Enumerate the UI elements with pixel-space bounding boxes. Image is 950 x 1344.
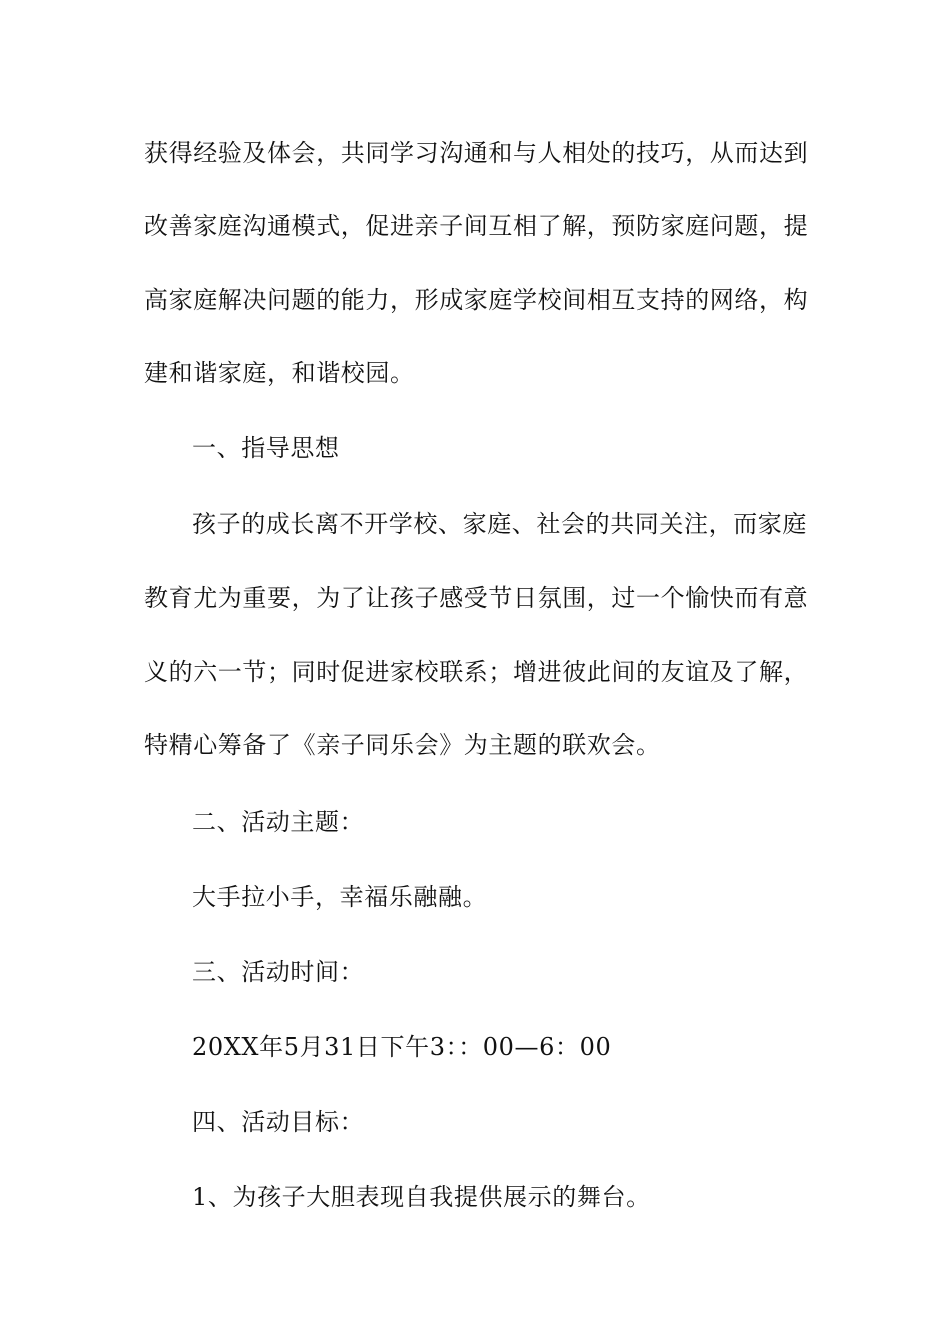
paragraph-intro-line-3: 高家庭解决问题的能力，形成家庭学校间相互支持的网络，构 [144, 286, 809, 314]
section-heading-guiding-ideology: 一、指导思想 [192, 434, 340, 462]
paragraph-intro-line-2: 改善家庭沟通模式，促进亲子间互相了解，预防家庭问题，提 [144, 212, 809, 240]
activity-goal-item-1: 1、为孩子大胆表现自我提供展示的舞台。 [192, 1183, 651, 1211]
paragraph-intro-line-4: 建和谐家庭，和谐校园。 [144, 359, 415, 387]
activity-theme-text: 大手拉小手，幸福乐融融。 [192, 883, 488, 911]
paragraph-intro-line-1: 获得经验及体会，共同学习沟通和与人相处的技巧，从而达到 [144, 139, 809, 167]
paragraph-ideology-line-1: 孩子的成长离不开学校、家庭、社会的共同关注，而家庭 [192, 510, 807, 538]
activity-time-text: 20XX年5月31日下午3：：00—6：00 [192, 1033, 612, 1061]
paragraph-ideology-line-4: 特精心筹备了《亲子同乐会》为主题的联欢会。 [144, 731, 661, 759]
paragraph-ideology-line-3: 义的六一节；同时促进家校联系；增进彼此间的友谊及了解， [144, 658, 809, 686]
paragraph-ideology-line-2: 教育尤为重要，为了让孩子感受节日氛围，过一个愉快而有意 [144, 584, 809, 612]
section-heading-activity-theme: 二、活动主题： [192, 808, 365, 836]
section-heading-activity-goals: 四、活动目标： [192, 1108, 365, 1136]
section-heading-activity-time: 三、活动时间： [192, 958, 365, 986]
